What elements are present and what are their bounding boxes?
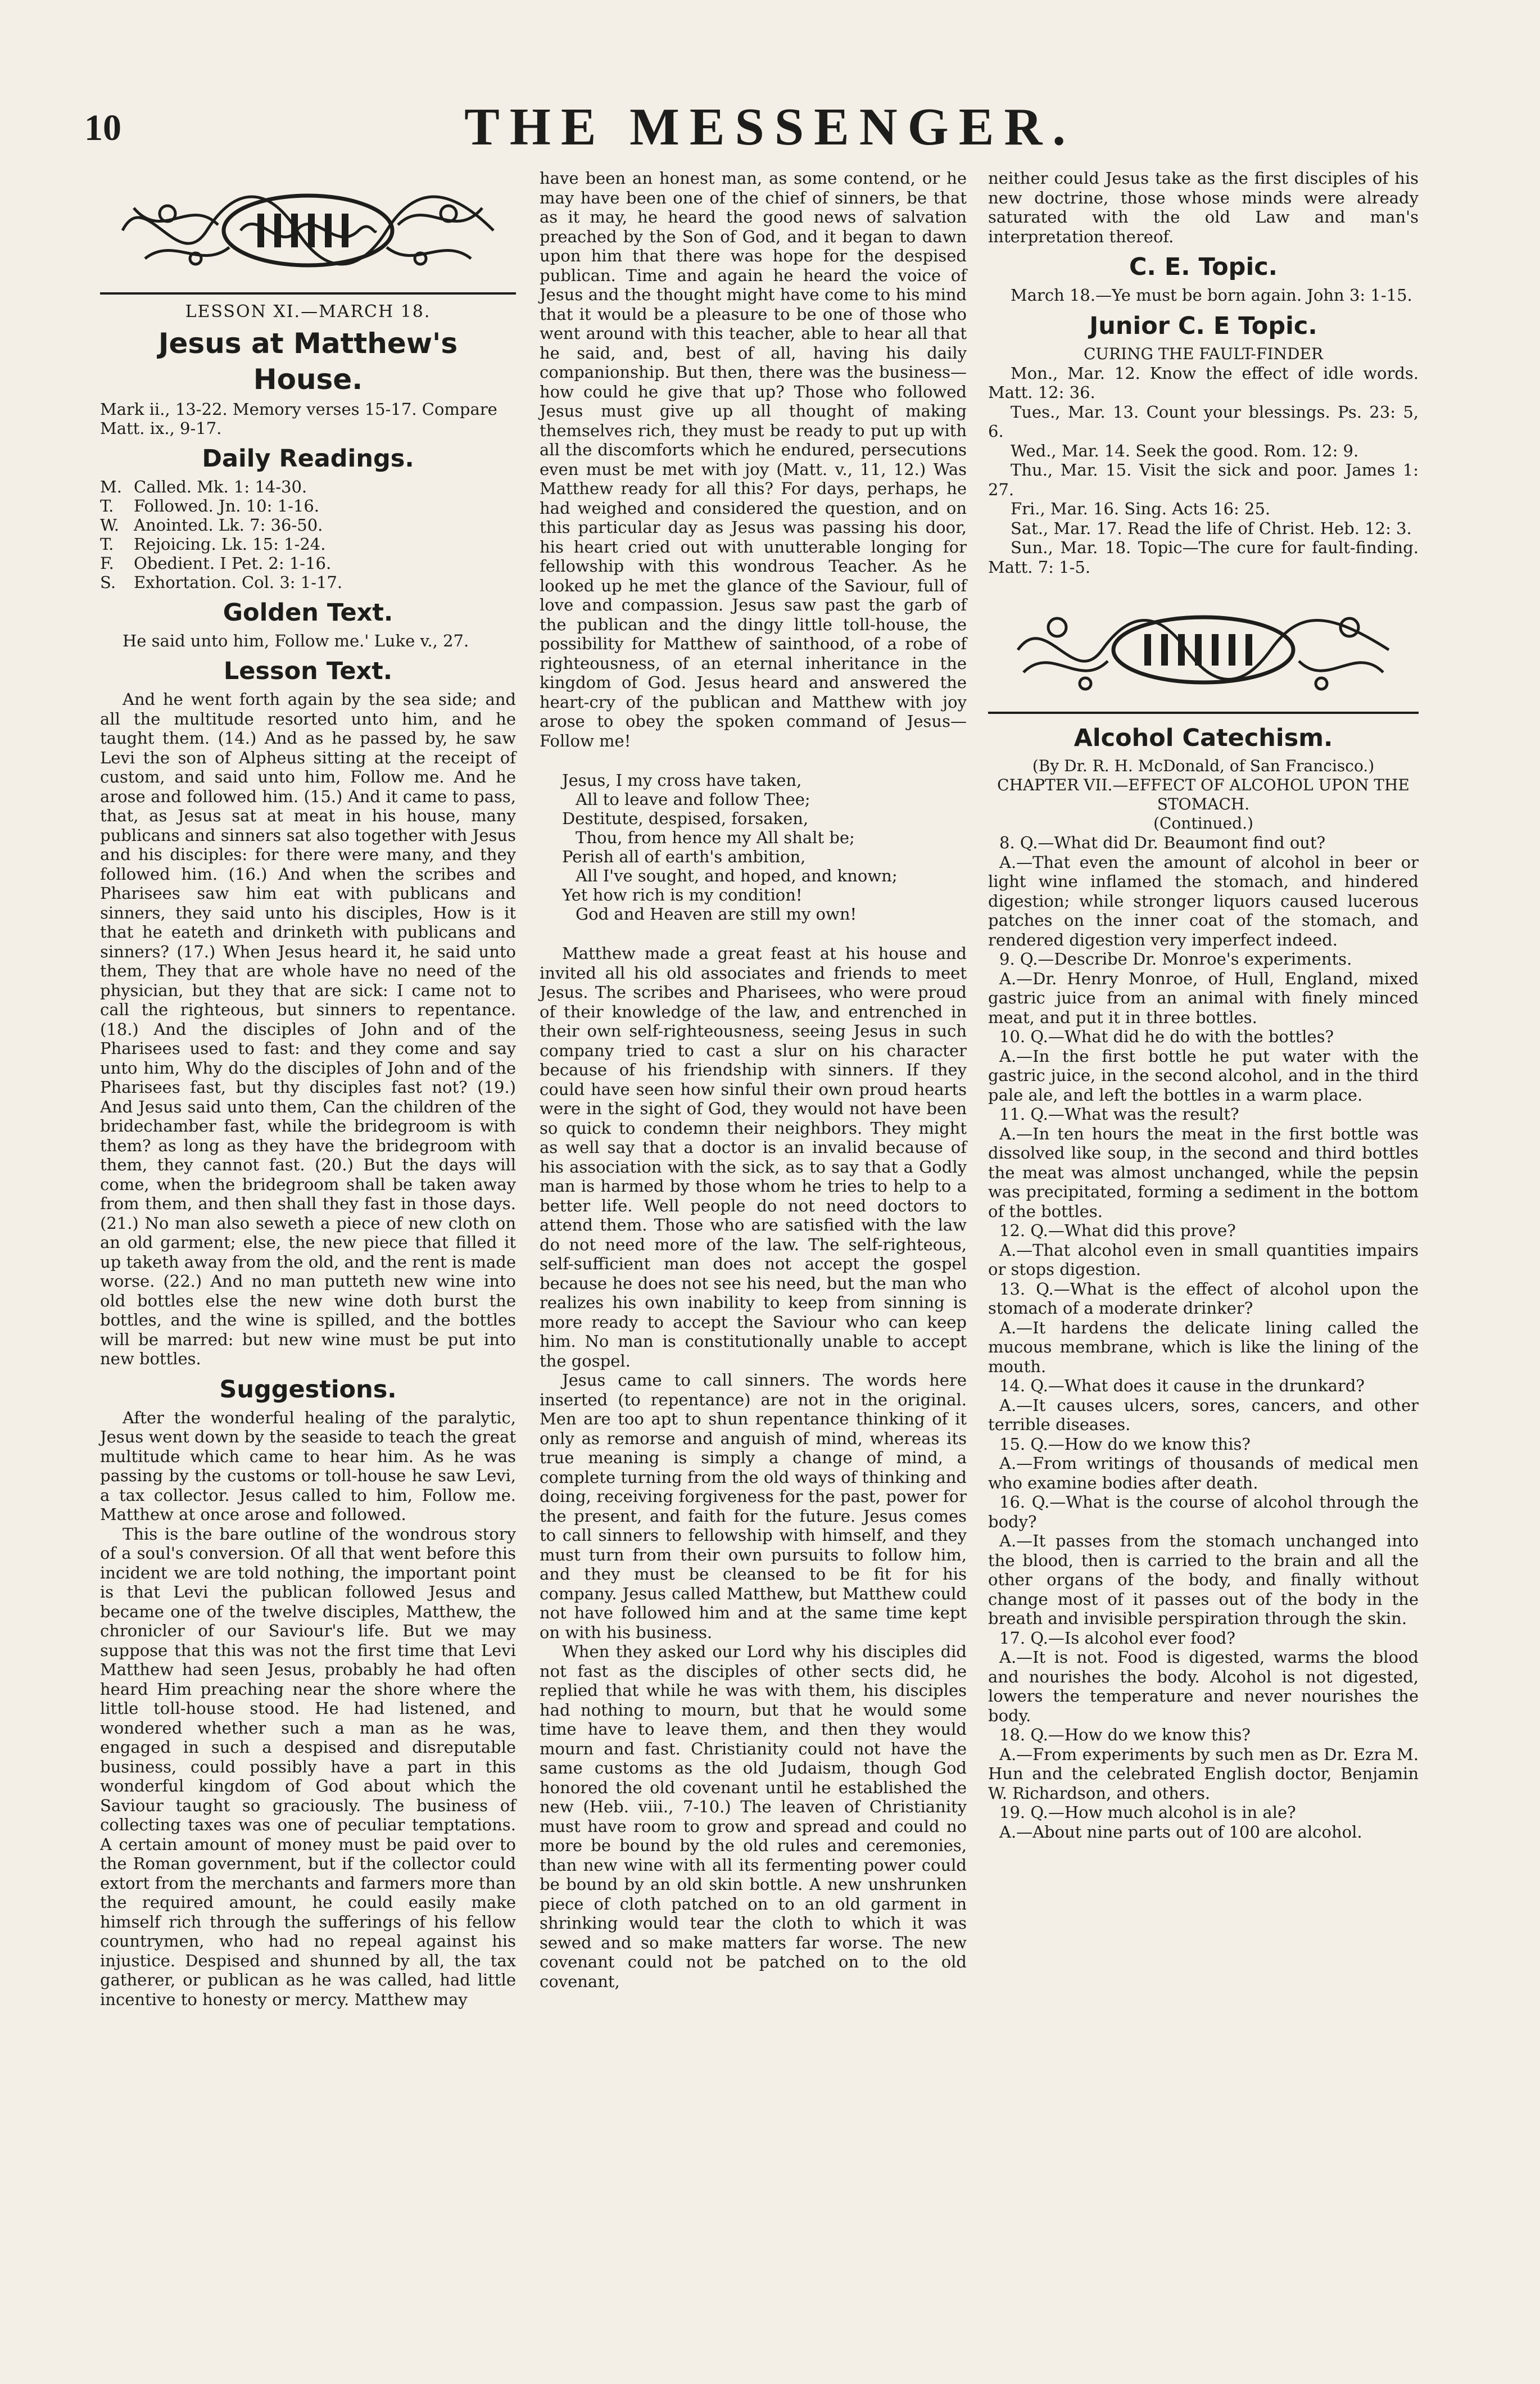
junior-item: Fri., Mar. 16. Sing. Acts 16: 25. — [1011, 499, 1271, 518]
catechism-line: 16. Q.—What is the course of alcohol through the body? — [988, 1492, 1419, 1531]
continued-note: (Continued.) — [1153, 814, 1253, 833]
body-paragraph: When they asked our Lord why his disciples did not fast as the disciples of other sects did, he replied that while he was with them, his disciples had nothing to mourn, but that he would some time have to leave them, and then they would mourn and fast. Christianity could not have the same customs as the old Judaism, though God honored the old covenant until he established the new (Heb. viii., 7-10.) The leaven of Christianity must have room to grow and spread and could no more be bound by the old rules and ceremonies, than new wine with all its fermenting power could be bound by an old skin bottle. A new unshrunken piece of cloth patched on to an old garment in shrinking would tear the cloth to which it was sewed and so make matters far worse. The new covenant could not be patched on to the old covenant, — [540, 1642, 967, 1991]
catechism-line: 19. Q.—How much alcohol is in ale? — [999, 1803, 1296, 1822]
lesson-text-heading: Lesson Text. — [223, 657, 393, 685]
reading-item: F. Obedient. I Pet. 2: 1-16. — [100, 553, 332, 573]
body-paragraph: Matthew made a great feast at his house and invited all his old associates and friends to meet Jesus. The scribes and Pharisees, who were proud of their knowledge of the law, and entrenched in their own self-righteousness, seeing Jesus in such company tried to cast a slur on his character because of his friendship with sinners. If they could have seen how sinful their own proud hearts were in the sight of God, they would not have been so quick to condemn their neighbors. They might as well say that a doctor is an invalid because of his association with the sick, as to say that a Godly man is harmed by those whom he tries to help to a better life. Well people do not need doctors to attend them. Those who are satisfied with the law do not need more of the law. The self-righteous, self-sufficient man does not accept the gospel because he does not see his need, but the man who realizes his own inability to keep from sinning is more ready to accept the Saviour who can keep him. No man is constitutionally unable to accept the gospel. — [540, 944, 967, 1370]
catechism-line: A.—It hardens the delicate lining called the mucous membrane, which is like the lining of the mouth. — [988, 1318, 1419, 1376]
catechism-line: 13. Q.—What is the effect of alcohol upon the stomach of a moderate drinker? — [988, 1279, 1419, 1318]
ce-topic-text: March 18.—Ye must be born again. John 3: 1-15. — [1011, 286, 1412, 305]
scripture-references: Mark ii., 13-22. Memory verses 15-17. Compare Matt. ix., 9-17. — [100, 399, 497, 438]
junior-item: Sun., Mar. 18. Topic—The cure for fault-finding. Matt. 7: 1-5. — [988, 538, 1419, 577]
byline: (By Dr. R. H. McDonald, of San Francisco.) — [1032, 757, 1375, 775]
poem-line: All I've sought, and hoped, and known; — [576, 866, 898, 885]
suggestions-heading: Suggestions. — [219, 1375, 397, 1404]
catechism-line: A.—That even the amount of alcohol in beer or light wine inflamed the stomach, and hindered digestion; while stronger liquors caused lucerous patches on the inner coat of the stomach, and rendered digestion very imperfect indeed. — [988, 852, 1419, 949]
catechism-line: A.—That alcohol even in small quantities impairs or stops digestion. — [988, 1240, 1419, 1279]
suggestions-paragraph: After the wonderful healing of the paralytic, Jesus went down by the seaside to teach the great multitude which came to hear him. As he was passing by the customs or toll-house he saw Levi, a tax collector. Jesus called to him, Follow me. Matthew at once arose and followed. — [100, 1408, 516, 1524]
catechism-line: A.—About nine parts out of 100 are alcohol. — [999, 1822, 1362, 1842]
catechism-line: 10. Q.—What did he do with the bottles? — [999, 1027, 1334, 1046]
junior-item: Sat., Mar. 17. Read the life of Christ. Heb. 12: 3. — [1011, 518, 1412, 538]
catechism-line: A.—It is not. Food is digested, warms the blood and nourishes the body. Alcohol is not digested, lowers the temperature and never nourishes the body. — [988, 1648, 1419, 1725]
catechism-line: A.—From writings of thousands of medical men who examine bodies after death. — [988, 1454, 1419, 1492]
catechism-line: 8. Q.—What did Dr. Beaumont find out? — [999, 833, 1326, 852]
catechism-line: A.—It causes ulcers, sores, cancers, and other terrible diseases. — [988, 1395, 1419, 1434]
golden-text-heading: Golden Text. — [223, 598, 393, 627]
body-paragraph: Jesus came to call sinners. The words here inserted (to repentance) are not in the original. Men are too apt to shun repentance thinking of it only as remorse and anguish of mind, whereas its true meaning is simply a change of mind, a complete turning from the old ways of thinking and doing, receiving forgiveness for the past, power for the present, and faith for the future. Jesus comes to call sinners to fellowship with himself, and they must turn from their own pursuits to follow him, and they must be cleansed to be fit for his company. Jesus called Matthew, but Matthew could not have followed him and at the same time kept on with his business. — [540, 1370, 967, 1642]
masthead: THE MESSENGER. — [464, 98, 1076, 156]
junior-item: Thu., Mar. 15. Visit the sick and poor. James 1: 27. — [988, 460, 1419, 499]
catechism-line: A.—It passes from the stomach unchanged into the blood, then is carried to the brain and all the other organs of the body, and finally without change most of it passes out of the body in the breath and invisible perspiration through the skin. — [988, 1531, 1419, 1628]
poem-line: Thou, from hence my All shalt be; — [576, 828, 855, 847]
reading-item: M. Called. Mk. 1: 14-30. — [100, 477, 307, 496]
junior-item: Tues., Mar. 13. Count your blessings. Ps. 23: 5, 6. — [988, 402, 1419, 441]
junior-ce-subtitle: CURING THE FAULT-FINDER — [1084, 344, 1323, 363]
poem-line: Destitute, despised, forsaken, — [562, 809, 809, 828]
daily-readings-list — [100, 477, 516, 592]
column-1 — [100, 169, 516, 2009]
catechism-line: 15. Q.—How do we know this? — [999, 1434, 1251, 1454]
junior-item: Wed., Mar. 14. Seek the good. Rom. 12: 9. — [1011, 441, 1359, 460]
catechism-line: A.—In ten hours the meat in the first bottle was dissolved like soup, in the second and third bottles the meat was almost unchanged, while the pepsin was precipitated, forming a sediment in the bottom of the bottles. — [988, 1124, 1419, 1221]
golden-text: He said unto him, Follow me.' Luke v., 27. — [123, 631, 469, 650]
sunday-school-banner — [100, 169, 516, 295]
ornamental-banner-icon — [111, 174, 505, 287]
poem-line: All to leave and follow Thee; — [576, 790, 810, 809]
poem-line: Perish all of earth's ambition, — [562, 847, 806, 866]
catechism-line: A.—Dr. Henry Monroe, of Hull, England, mixed gastric juice from an animal with finely minced meat, and put it in three bottles. — [988, 969, 1419, 1027]
lesson-text: And he went forth again by the sea side; and all the multitude resorted unto him, and he taught them. (14.) And as he passed by, he saw Levi the son of Alpheus sitting at the receipt of custom, and said unto him, Follow me. And he arose and followed him. (15.) And it came to pass, that, as Jesus sat at meat in his house, many publicans and sinners sat also together with Jesus and his disciples: for there were many, and they followed him. (16.) And when the scribes and Pharisees saw him eat with publicans and sinners, they said unto his disciples, How is it that he eateth and drinketh with publicans and sinners? (17.) When Jesus heard it, he said unto them, They that are whole have no need of the physician, but they that are sick: I came not to call the righteous, but sinners to repentance. (18.) And the disciples of John and of the Pharisees used to fast: and they come and say unto him, Why do the disciples of John and of the Pharisees fast, but thy disciples fast not? (19.) And Jesus said unto them, Can the children of the bridechamber fast, while the bridegroom is with them? as long as they have the bridegroom with them, they cannot fast. (20.) But the days will come, when the bridegroom shall be taken away from them, and then shall they fast in those days. (21.) No man also seweth a piece of new cloth on an old garment; else, the new piece that filled it up taketh away from the old, and the rent is made worse. (22.) And no man putteth new wine into old bottles else the new wine doth burst the bottles, and the wine is spilled, and the bottles will be marred: but new wine must be put into new bottles. — [100, 690, 516, 1368]
poem-line: Jesus, I my cross have taken, — [562, 771, 802, 790]
junior-item: Mon., Mar. 12. Know the effect of idle words. Matt. 12: 36. — [988, 363, 1419, 402]
column-2 — [540, 169, 967, 1991]
catechism-line: 12. Q.—What did this prove? — [999, 1221, 1236, 1240]
chapter-heading: CHAPTER VII.—EFFECT OF ALCOHOL UPON THE STOMACH. — [997, 776, 1410, 813]
reading-item: W. Anointed. Lk. 7: 36-50. — [100, 515, 323, 535]
suggestions-paragraph: This is the bare outline of the wondrous story of a soul's conversion. Of all that went before this incident we are told nothing, the important point is that Levi the publican followed Jesus and became one of the twelve disciples, Matthew, the chronicler of our Saviour's life. But we may suppose that this was not the first time that Levi Matthew had seen Jesus, probably he had often heard Him preaching near the shore where the little toll-house stood. He had listened, and wondered whether such a man as he was, engaged in such a despised and disreputable business, could possibly have a part in this wonderful kingdom of God about which the Saviour taught so graciously. The business of collecting taxes was one of peculiar temptations. A certain amount of money must be paid over to the Roman government, but if the collector could extort from the merchants and farmers more than the required amount, he could easily make himself rich through the sufferings of his fellow countrymen, who had no repeal against his injustice. Despised and shunned by all, the tax gatherer, or publican as he was called, had little incentive to honesty or mercy. Matthew may — [100, 1524, 516, 2009]
hymn-verse — [562, 771, 967, 924]
catechism-line: 14. Q.—What does it cause in the drunkard? — [999, 1376, 1365, 1395]
daily-readings-heading: Daily Readings. — [202, 444, 414, 473]
poem-line: God and Heaven are still my own! — [576, 904, 857, 924]
ornamental-banner-icon — [1007, 594, 1400, 706]
reading-item: T. Followed. Jn. 10: 1-16. — [100, 496, 319, 515]
suggestions-continued: have been an honest man, as some contend, or he may have been one of the chief of sinners, be that as it may, he heard the good news of salvation preached by the Son of God, and it began to dawn upon him that there was hope for the despised publican. Time and again he heard the voice of Jesus and the thought might have come to his mind that it would be a pleasure to be one of those who went around with this teacher, able to hear all that he said, and, best of all, having his daily companionship. But then, there was the business—how could he give that up? Those who followed Jesus must give up all thought of making themselves rich, they must be ready to put up with all the discomforts which he endured, persecutions even must be met with joy (Matt. v., 11, 12.) Was Matthew ready for all this? For days, perhaps, he had weighed and considered the question, and on this particular day as Jesus was passing his door, his heart cried out with unutterable longing for fellowship with this wondrous Teacher. As he looked up he met the glance of the Saviour, full of love and compassion. Jesus saw past the garb of the publican and the dingy little toll-house, the possibility for Matthew of sainthood, of a robe of righteousness, of an eternal inheritance in the kingdom of God. Jesus heard and answered the heart-cry of the publican and Matthew with joy arose to obey the spoken command of Jesus—Follow me! — [540, 169, 967, 750]
reading-item: T. Rejoicing. Lk. 15: 1-24. — [100, 534, 326, 554]
catechism-line: 17. Q.—Is alcohol ever food? — [999, 1628, 1235, 1648]
body-paragraph: neither could Jesus take as the first disciples of his new doctrine, those whose minds were already saturated with the old Law and man's interpretation thereof. — [988, 169, 1419, 246]
catechism-line: A.—In the first bottle he put water with the gastric juice, in the second alcohol, and in the third pale ale, and left the bottles in a warm place. — [988, 1046, 1419, 1105]
lesson-title: Jesus at Matthew's House. — [158, 327, 458, 396]
temperance-banner — [988, 588, 1419, 714]
catechism-heading: Alcohol Catechism. — [1074, 724, 1333, 752]
catechism-line: 9. Q.—Describe Dr. Monroe's experiments. — [999, 949, 1352, 969]
catechism-line: 18. Q.—How do we know this? — [999, 1725, 1251, 1744]
catechism-line: 11. Q.—What was the result? — [999, 1105, 1239, 1124]
junior-ce-heading: Junior C. E Topic. — [1089, 311, 1317, 340]
catechism-line: A.—From experiments by such men as Dr. Ezra M. Hun and the celebrated English doctor, Benjamin W. Richardson, and others. — [988, 1744, 1419, 1803]
lesson-number: LESSON XI.—MARCH 18. — [185, 302, 431, 322]
ce-topic-heading: C. E. Topic. — [1129, 253, 1278, 281]
column-3 — [988, 169, 1419, 1842]
page-number: 10 — [84, 107, 121, 148]
reading-item: S. Exhortation. Col. 3: 1-17. — [100, 572, 343, 592]
poem-line: Yet how rich is my condition! — [562, 885, 803, 904]
